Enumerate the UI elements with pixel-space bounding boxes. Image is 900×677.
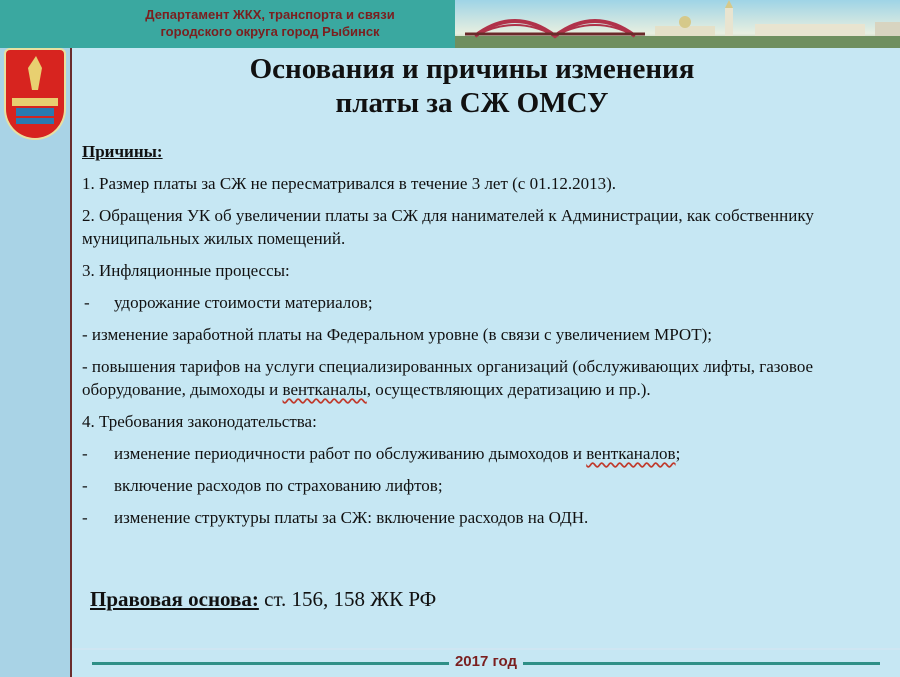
bullet-text: включение расходов по страхованию лифтов; [114,476,443,495]
header-city-photo [455,0,900,48]
reason-4-bullet-2 [82,474,882,497]
legal-basis-text: ст. 156, 158 ЖК РФ [258,587,437,611]
spellcheck-word: вентканалов [586,444,676,463]
reason-4-bullet-3 [82,506,882,529]
footer [72,650,900,677]
reason-item-4: 4. Требования законодательства: [82,412,317,431]
reason-3-bullet-2: - изменение заработной платы на Федеральном уровне (в связи с увеличением МРОТ); [82,325,712,344]
footer-year: 2017 год [449,653,523,670]
header-line-2: городского округа город Рыбинск [160,24,380,39]
reason-item-3: 3. Инфляционные процессы: [82,261,290,280]
reasons-body [82,140,882,538]
header-banner [0,0,900,48]
spellcheck-word: вентканалы [282,380,367,399]
bullet-text [114,442,680,465]
bullet-dash: - [84,293,90,312]
legal-basis-label: Правовая основа: [90,587,259,611]
slide-title [72,52,872,120]
bullet-dash: - [82,444,88,463]
header-department-name [100,6,440,40]
footer-year-wrap [72,653,900,671]
title-line-1: Основания и причины изменения [249,53,695,85]
title-line-2: платы за СЖ ОМСУ [335,87,609,119]
bridge-cityscape-image [455,0,900,48]
reason-4-bullet-1 [82,442,882,465]
reasons-heading: Причины: [82,142,163,161]
reason-item-1: 1. Размер платы за СЖ не пересматривался в течение 3 лет (с 01.12.2013). [82,174,617,193]
legal-basis [90,587,436,612]
bullet-text-end: , осуществляющих дератизацию и пр.). [366,380,651,399]
bullet-text-start: изменение периодичности работ по обслуживанию дымоходов и [114,444,587,463]
bullet-text-end: ; [675,444,681,463]
header-line-1: Департамент ЖКХ, транспорта и связи [145,7,395,22]
reason-item-2: 2. Обращения УК об увеличении платы за СЖ для нанимателей к Администрации, как собственнику муниципальных жилых помещений. [82,206,814,248]
bullet-text-start: - повышения тарифов на услуги специализированных организаций (обслуживающих лифты, газовое оборудование, дымоходы и [82,357,814,399]
left-sidebar [0,48,72,677]
bullet-text: удорожание стоимости материалов; [114,293,373,312]
bullet-text: изменение структуры платы за СЖ: включение расходов на ОДН. [114,508,589,527]
reason-3-bullet-3 [82,355,882,401]
reason-3-bullet-1 [82,291,882,314]
bullet-dash: - [82,508,88,527]
bullet-dash: - [82,476,88,495]
city-coat-of-arms-icon [6,50,64,138]
